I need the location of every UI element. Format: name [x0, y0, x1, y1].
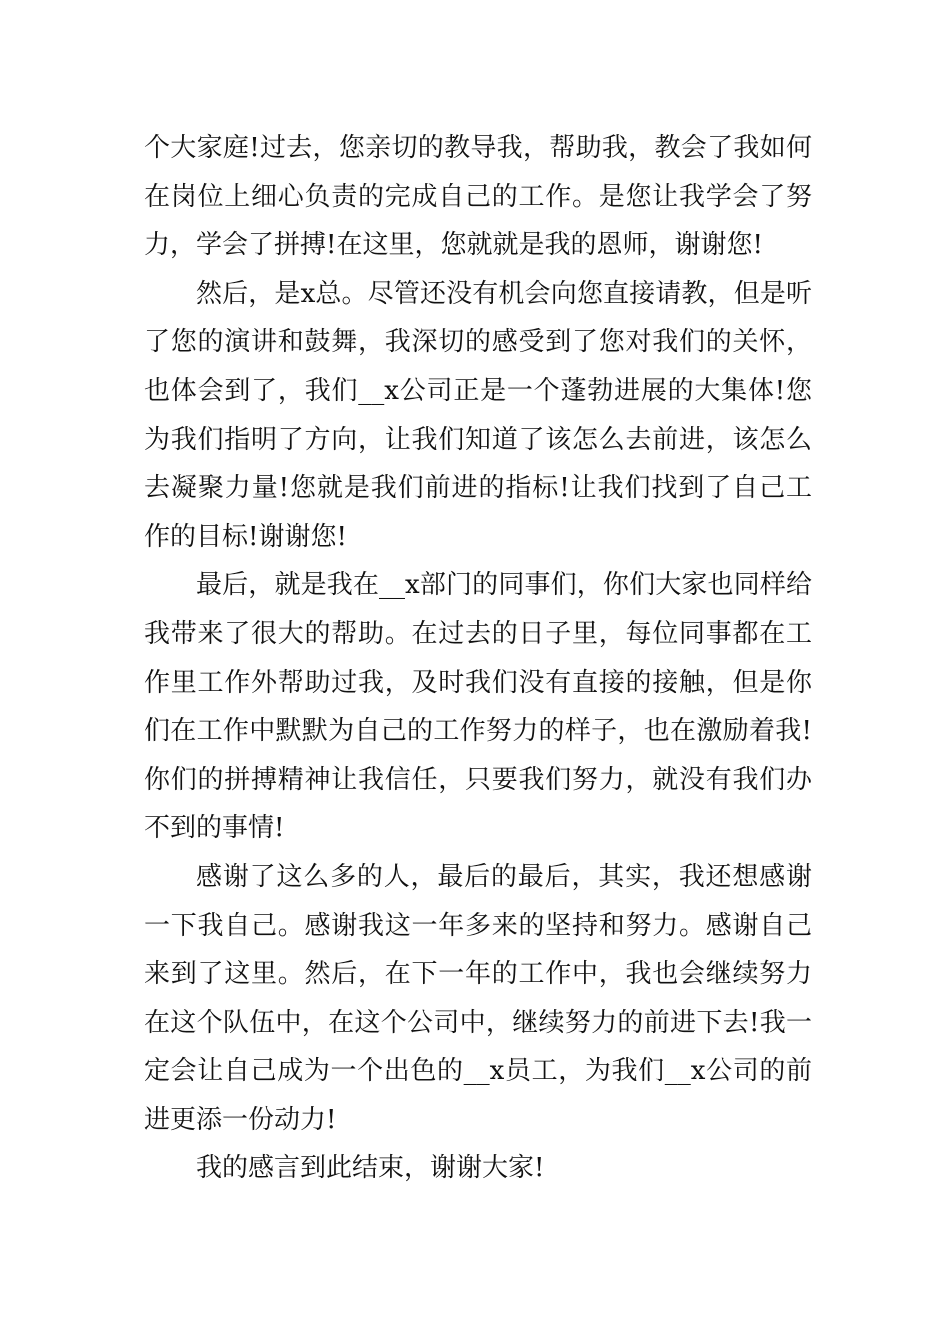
paragraph-4: 感谢了这么多的人，最后的最后，其实，我还想感谢一下我自己。感谢我这一年多来的坚持和努力。感谢自己来到了这里。然后，在下一年的工作中，我也会继续努力在这个队伍中，在这个公司中，继续努力的前进下去!我一定会让自己成为一个出色的__x员工，为我们__x公司的前进更添一份动力!	[144, 861, 812, 1135]
paragraph-2: 然后，是x总。尽管还没有机会向您直接请教，但是听了您的演讲和鼓舞，我深切的感受到了您对我们的关怀，也体会到了，我们__x公司正是一个蓬勃进展的大集体!您为我们指明了方向，让我们知道了该怎么去前进，该怎么去凝聚力量!您就是我们前进的指标!让我们找到了自己工作的目标!谢谢您!	[144, 278, 812, 552]
paragraph-5: 我的感言到此结束，谢谢大家!	[196, 1153, 545, 1184]
document-body	[144, 124, 812, 1193]
paragraph-3: 最后，就是我在__x部门的同事们，你们大家也同样给我带来了很大的帮助。在过去的日子里，每位同事都在工作里工作外帮助过我，及时我们没有直接的接触，但是你们在工作中默默为自己的工作努力的样子，也在激励着我!你们的拼搏精神让我信任，只要我们努力，就没有我们办不到的事情!	[144, 570, 812, 844]
paragraph-1: 个大家庭!过去，您亲切的教导我，帮助我，教会了我如何在岗位上细心负责的完成自己的工作。是您让我学会了努力，学会了拼搏!在这里，您就就是我的恩师，谢谢您!	[144, 133, 812, 261]
